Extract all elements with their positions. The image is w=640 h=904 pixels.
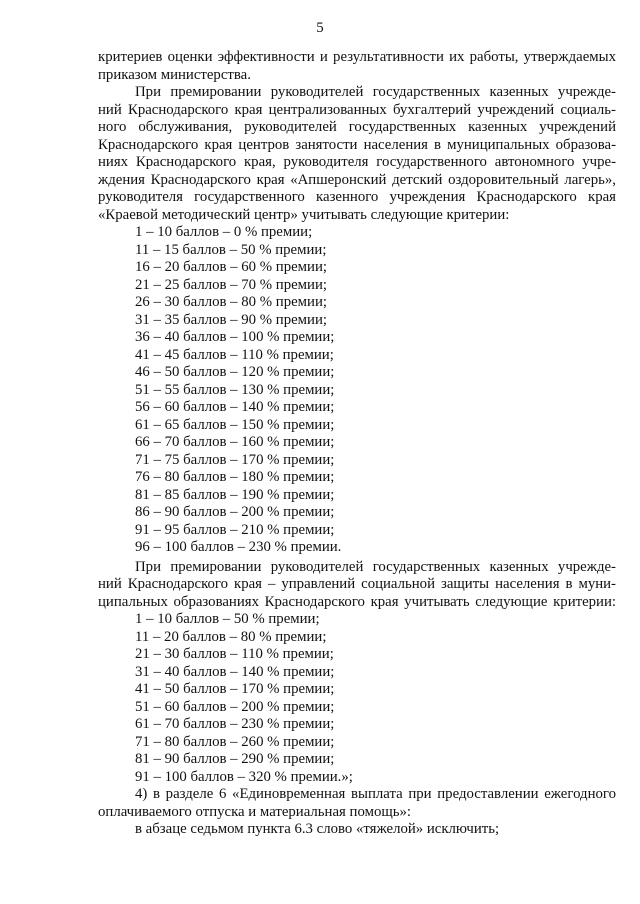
list-item: 26 – 30 баллов – 80 % премии;	[135, 294, 327, 310]
list-item: 71 – 80 баллов – 260 % премии;	[135, 733, 335, 750]
text-line: ждения Краснодарского края «Апшеронский детский оздоровительный лагерь»,	[98, 171, 616, 188]
list-item: 91 – 100 баллов – 320 % премии.»;	[135, 768, 353, 785]
criteria-list-1	[98, 224, 616, 557]
list-item: 91 – 95 баллов – 210 % премии;	[135, 521, 335, 538]
list-item: 61 – 65 баллов – 150 % премии;	[135, 416, 335, 433]
criteria-list-2	[98, 611, 616, 786]
list-item: 76 – 80 баллов – 180 % премии;	[135, 469, 335, 485]
list-item: 71 – 75 баллов – 170 % премии;	[135, 451, 335, 468]
text-line: При премировании руководителей государственных казенных учрежде-	[135, 558, 616, 575]
list-item: 11 – 15 баллов – 50 % премии;	[135, 241, 327, 258]
text-line: ниях Краснодарского края, руководителя государственного автономного учре-	[98, 154, 616, 170]
paragraph-criteria-1	[98, 84, 616, 224]
list-item: 11 – 20 баллов – 80 % премии;	[135, 628, 327, 645]
text-line: оплачиваемого отпуска и материальная помощь»:	[98, 803, 411, 820]
list-item: 46 – 50 баллов – 120 % премии;	[135, 364, 335, 380]
list-item: 41 – 45 баллов – 110 % премии;	[135, 346, 334, 363]
document-body	[98, 49, 616, 839]
list-item: 31 – 40 баллов – 140 % премии;	[135, 663, 335, 680]
list-item: 81 – 90 баллов – 290 % премии;	[135, 751, 335, 767]
list-item: 16 – 20 баллов – 60 % премии;	[135, 259, 327, 275]
list-item: 51 – 60 баллов – 200 % премии;	[135, 698, 335, 715]
list-item: 31 – 35 баллов – 90 % премии;	[135, 311, 327, 328]
list-item: 61 – 70 баллов – 230 % премии;	[135, 716, 335, 732]
text-line: «Краевой методический центр» учитывать следующие критерии:	[98, 206, 510, 223]
list-item: 21 – 30 баллов – 110 % премии;	[135, 646, 334, 662]
intro-paragraph	[98, 49, 616, 84]
text-line: 4) в разделе 6 «Единовременная выплата при предоставлении ежегодного	[135, 786, 616, 802]
list-item: 36 – 40 баллов – 100 % премии;	[135, 329, 335, 345]
text-line: ний Краснодарского края – управлений социальной защиты населения в муни-	[98, 576, 616, 592]
list-item: 21 – 25 баллов – 70 % премии;	[135, 276, 327, 293]
list-item: 81 – 85 баллов – 190 % премии;	[135, 486, 335, 503]
paragraph-section-6	[98, 786, 616, 821]
text-line: ного обслуживания, руководителей государственных казенных учреждений	[98, 119, 616, 135]
text-line: Краснодарского края центров занятости населения в муниципальных образова-	[98, 136, 616, 153]
paragraph-criteria-2	[98, 559, 616, 612]
text-line: критериев оценки эффективности и результативности их работы, утверждаемых	[98, 49, 616, 65]
page-number: 5	[316, 20, 324, 36]
text-line: руководителя государственного казенного учреждения Краснодарского края	[98, 189, 616, 205]
text-line: При премировании руководителей государственных казенных учрежде-	[135, 84, 616, 100]
list-item: 56 – 60 баллов – 140 % премии;	[135, 399, 335, 415]
text-line: ний Краснодарского края централизованных бухгалтерий учреждений социаль-	[98, 101, 616, 118]
list-item: 1 – 10 баллов – 50 % премии;	[135, 611, 320, 627]
list-item: 1 – 10 баллов – 0 % премии;	[135, 224, 313, 240]
list-item: 66 – 70 баллов – 160 % премии;	[135, 434, 335, 450]
list-item: 86 – 90 баллов – 200 % премии;	[135, 504, 335, 520]
paragraph-clause-6-3: в абзаце седьмом пункта 6.3 слово «тяжелой» исключить;	[135, 821, 500, 837]
text-line: приказом министерства.	[98, 66, 251, 83]
list-item: 51 – 55 баллов – 130 % премии;	[135, 381, 335, 398]
list-item: 41 – 50 баллов – 170 % премии;	[135, 681, 335, 697]
text-line: ципальных образованиях Краснодарского края учитывать следующие критерии:	[98, 593, 616, 610]
list-item: 96 – 100 баллов – 230 % премии.	[135, 539, 342, 555]
